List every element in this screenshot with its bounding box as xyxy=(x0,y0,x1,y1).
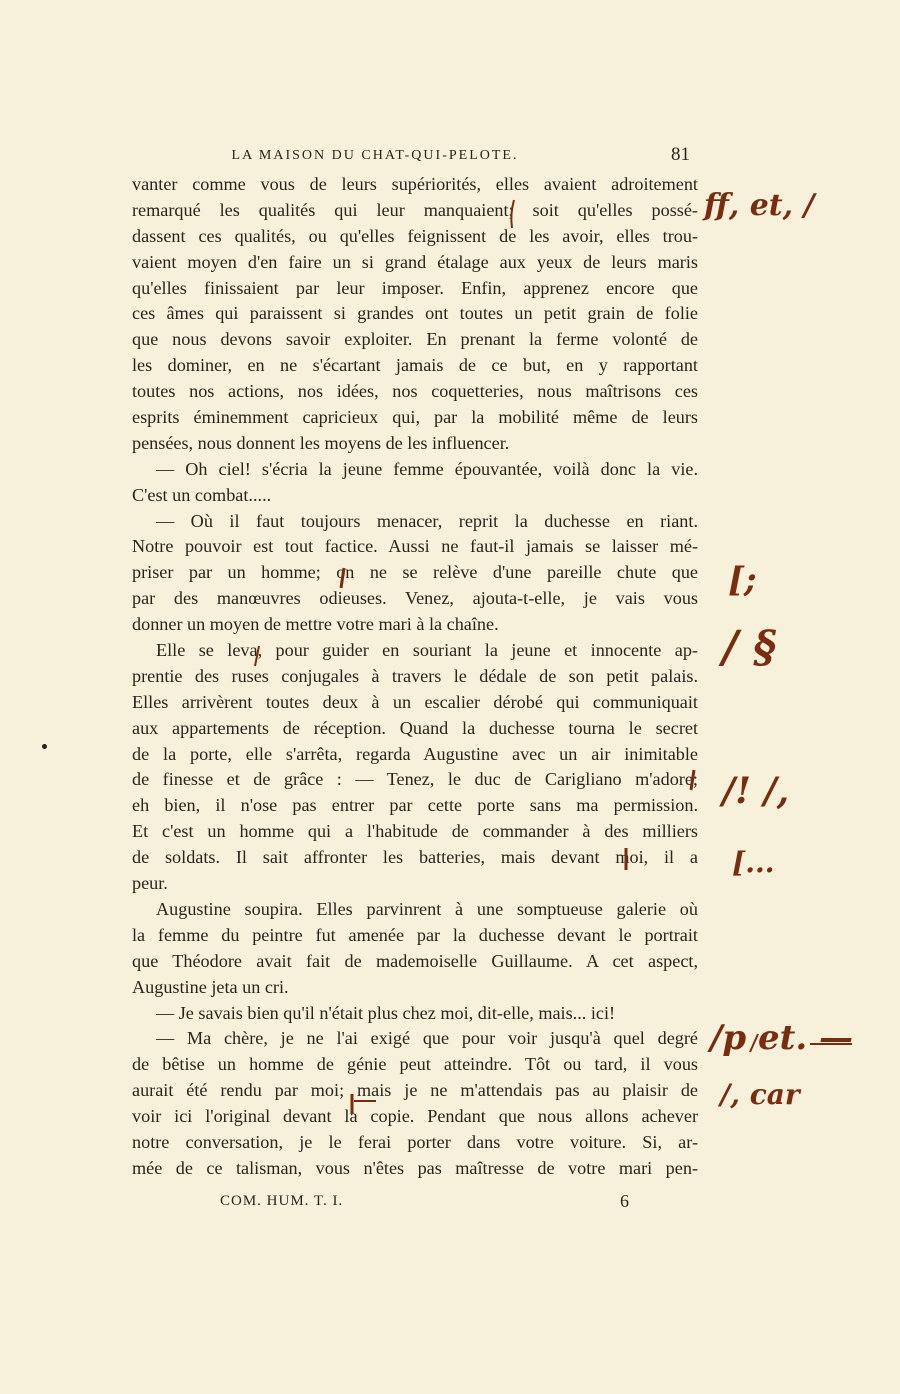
text-line: par des manœuvres odieuses. Venez, ajouta-t-elle, je vais vous xyxy=(132,588,698,609)
margin-note: [; xyxy=(728,560,757,600)
text-line: — Où il faut toujours menacer, reprit la duchesse en riant. xyxy=(156,510,698,531)
text-line: eh bien, il n'ose pas entrer par cette porte sans ma permission. xyxy=(132,795,698,816)
text-line: priser par un homme; on ne se relève d'une pareille chute que xyxy=(132,562,698,583)
text-line: voir ici l'original devant la copie. Pendant que nous allons achever xyxy=(132,1106,698,1127)
running-title: LA MAISON DU CHAT-QUI-PELOTE. xyxy=(231,148,519,163)
text-line: pensées, nous donnent les moyens de les influencer. xyxy=(132,432,510,453)
text-line: que Théodore avait fait de mademoiselle Guillaume. A cet aspect, xyxy=(132,950,698,971)
text-line: dassent ces qualités, ou qu'elles feignissent de les avoir, elles trou- xyxy=(132,225,698,246)
margin-note: /! /, xyxy=(722,770,790,812)
text-line: mée de ce talisman, vous n'êtes pas maîtresse de votre mari pen- xyxy=(132,1157,698,1178)
footer xyxy=(132,1193,698,1215)
margin-note: /, car xyxy=(720,1078,800,1111)
margin-note: /p et. — xyxy=(710,1018,854,1058)
text-line: prentie des ruses conjugales à travers le dédale de son petit palais. xyxy=(132,665,698,686)
text-line: Et c'est un homme qui a l'habitude de commander à des milliers xyxy=(132,821,698,842)
text-line: toutes nos actions, nos idées, nos coquetteries, nous maîtrisons ces xyxy=(132,381,698,402)
text-line: de finesse et de grâce : — Tenez, le duc de Carigliano m'adore; xyxy=(132,769,698,790)
text-line: peur. xyxy=(132,873,168,894)
text-line: Elle se leva, pour guider en souriant la jeune et innocente ap- xyxy=(156,640,698,661)
text-line: de la porte, elle s'arrêta, regarda Augustine avec un air inimitable xyxy=(132,743,698,764)
ink-dot xyxy=(42,744,47,749)
text-line: — Je savais bien qu'il n'était plus chez moi, dit-elle, mais... ici! xyxy=(156,1002,616,1023)
text-line: Elles arrivèrent toutes deux à un escalier dérobé qui communiquait xyxy=(132,691,698,712)
body-text xyxy=(132,172,698,1182)
text-line: esprits éminemment capricieux qui, par la mobilité même de leurs xyxy=(132,407,698,428)
text-line: ces âmes qui paraissent si grandes ont toutes un petit grain de folie xyxy=(132,303,698,324)
text-line: Augustine soupira. Elles parvinrent à une somptueuse galerie où xyxy=(156,898,698,919)
text-line: de bêtise un homme de génie peut atteindre. Tôt ou tard, il vous xyxy=(132,1054,698,1075)
text-line: Augustine jeta un cri. xyxy=(132,976,289,997)
text-line: vanter comme vous de leurs supériorités, elles avaient adroitement xyxy=(132,174,698,194)
text-line: notre conversation, je le ferai porter dans votre voiture. Si, ar- xyxy=(132,1131,698,1152)
text-line: que nous devons savoir exploiter. En prenant la ferme volonté de xyxy=(132,329,698,350)
text-line: qu'elles finissaient par leur imposer. Enfin, apprenez encore que xyxy=(132,277,698,298)
running-header xyxy=(132,144,698,166)
text-line: aurait été rendu par moi; mais je ne m'attendais pas au plaisir de xyxy=(132,1080,698,1101)
text-line: de soldats. Il sait affronter les batteries, mais devant moi, il a xyxy=(132,847,698,868)
text-line: aux appartements de réception. Quand la duchesse tourna le secret xyxy=(132,717,698,738)
text-line: — Oh ciel! s'écria la jeune femme épouvantée, voilà donc la vie. xyxy=(156,458,698,479)
signature-mark: COM. HUM. T. I. xyxy=(220,1193,344,1209)
text-line: — Ma chère, je ne l'ai exigé que pour voir jusqu'à quel degré xyxy=(156,1028,698,1049)
margin-note: [... xyxy=(732,846,775,879)
sheet-number: 6 xyxy=(620,1191,629,1211)
margin-note: ff, et, / xyxy=(704,188,815,223)
page-number: 81 xyxy=(671,144,690,165)
text-line: remarqué les qualités qui leur manquaient; soit qu'elles possé- xyxy=(132,199,698,220)
text-line: Notre pouvoir est tout factice. Aussi ne faut-il jamais se laisser mé- xyxy=(132,536,698,557)
text-line: donner un moyen de mettre votre mari à la chaîne. xyxy=(132,614,499,635)
text-line: vaient moyen d'en faire un si grand étalage aux yeux de leurs maris xyxy=(132,251,698,272)
text-line: la femme du peintre fut amenée par la duchesse devant le portrait xyxy=(132,924,698,945)
margin-note: / § xyxy=(722,622,777,673)
text-line: les dominer, en ne s'écartant jamais de ce but, en y rapportant xyxy=(132,355,698,376)
text-line: C'est un combat..... xyxy=(132,484,272,505)
